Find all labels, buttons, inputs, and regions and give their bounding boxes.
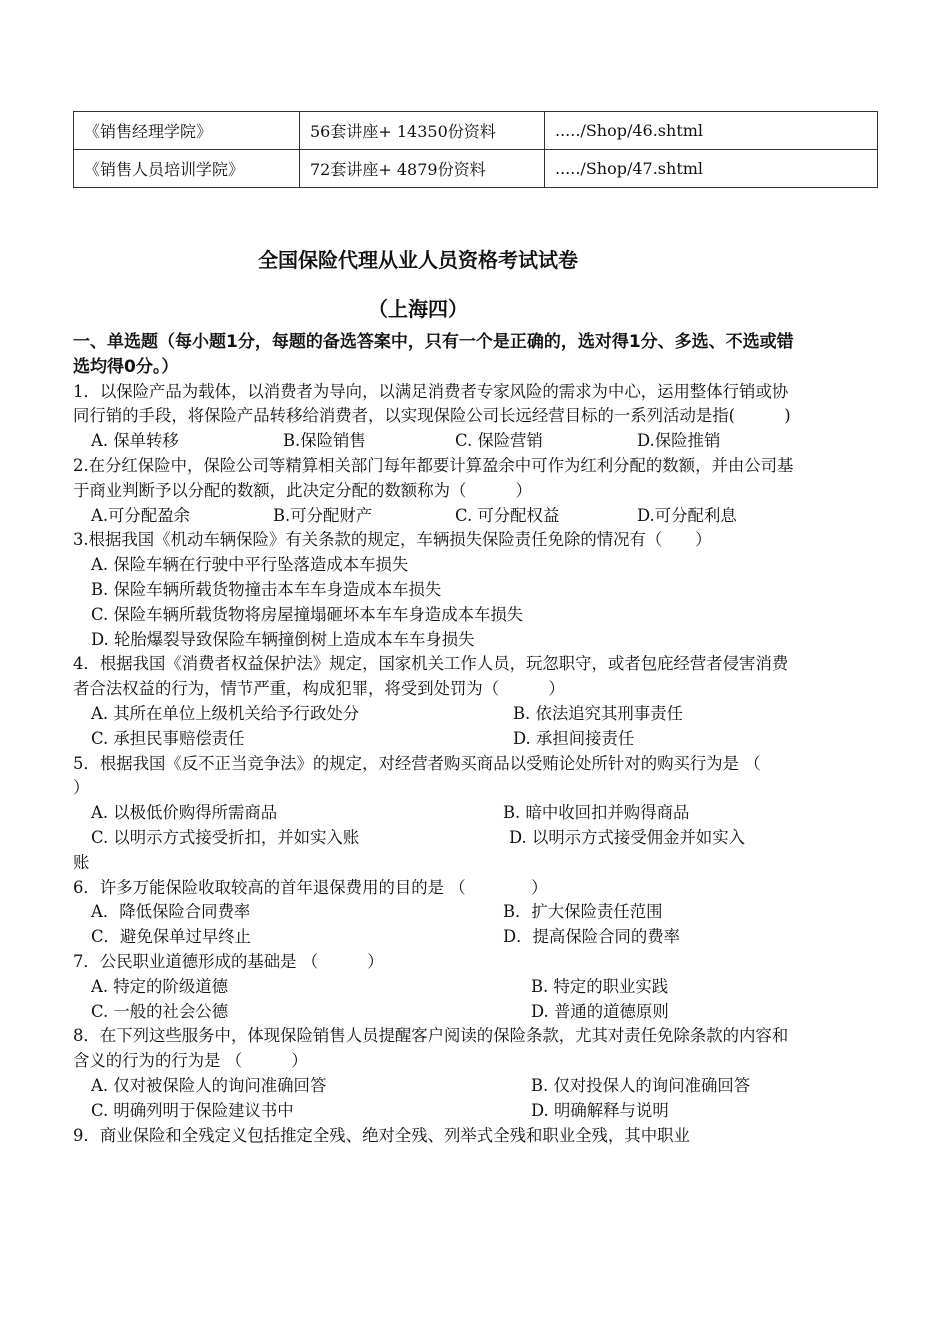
option-c: C. 保险营销 [455,431,543,451]
option-a: A. 特定的阶级道德 [91,976,228,996]
question-stem: 6．许多万能保险收取较高的首年退保费用的目的是 （ ） [73,877,548,897]
option-row [73,1074,803,1099]
option-c: C. 以明示方式接受折扣，并如实入账 [91,827,360,847]
resource-content: 72套讲座+ 4879份资料 [300,150,545,188]
resource-name: 《销售人员培训学院》 [74,150,300,188]
option-c: C. 可分配权益 [455,505,560,525]
option-d: D. 明确解释与说明 [531,1100,669,1120]
question-stem: 4．根据我国《消费者权益保护法》规定，国家机关工作人员，玩忽职守，或者包庇经营者侵害消费者合法权益的行为，情节严重，构成犯罪，将受到处罚为（ ） [73,654,789,699]
question-stem: 8．在下列这些服务中，体现保险销售人员提醒客户阅读的保险条款，尤其对责任免除条款的内容和含义的行为的行为是 （ ） [73,1026,789,1071]
option-row [73,801,803,826]
option-row [73,925,803,950]
option-row [73,900,803,925]
option-row [73,1000,803,1025]
option-c: C．避免保单过早终止 [91,927,252,947]
option-d: D. 轮胎爆裂导致保险车辆撞倒树上造成本车车身损失 [91,629,475,649]
option-a: A. 以极低价购得所需商品 [91,803,278,823]
option-d: D. 普通的道德原则 [531,1001,669,1021]
exam-subtitle: （上海四） [368,297,468,321]
question-stem: 1．以保险产品为载体，以消费者为导向，以满足消费者专家风险的需求为中心，运用整体行销或协同行销的手段，将保险产品转移给消费者，以实现保险公司长远经营目标的一系列活动是指( ) [73,381,791,426]
option-d: D.可分配利息 [637,505,737,525]
option-b: B. 仅对投保人的询问准确回答 [531,1075,751,1095]
option-row [73,702,803,727]
option-a: A. 保单转移 [91,431,179,451]
option-row [73,727,803,752]
option-b: B.可分配财产 [273,505,373,525]
option-d: D. 承担间接责任 [513,728,635,748]
option-a: A. 其所在单位上级机关给予行政处分 [91,703,360,723]
option-d: D.保险推销 [637,431,721,451]
option-row [73,578,803,603]
resource-table [73,111,878,188]
option-b: B. 特定的职业实践 [531,976,669,996]
option-a: A. 保险车辆在行驶中平行坠落造成本车损失 [91,555,409,575]
option-row [73,975,803,1000]
option-row [73,628,803,653]
option-d-wrap: 账 [73,852,90,872]
option-row [73,603,803,628]
option-c: C. 承担民事赔偿责任 [91,728,245,748]
option-row [73,504,803,529]
resource-link[interactable]: ...../Shop/46.shtml [545,112,878,150]
resource-name: 《销售经理学院》 [74,112,300,150]
option-b: B．扩大保险责任范围 [503,902,663,922]
option-c: C. 一般的社会公德 [91,1001,229,1021]
option-a: A.可分配盈余 [91,505,190,525]
option-a: A. 仅对被保险人的询问准确回答 [91,1075,327,1095]
question-stem: 5．根据我国《反不正当竞争法》的规定，对经营者购买商品以受贿论处所针对的购买行为是 （ ） [73,753,810,798]
section-heading: 一、单选题（每小题1分，每题的备选答案中，只有一个是正确的，选对得1分、多选、不选或错选均得0分。） [73,332,794,377]
option-d: D．提高保险合同的费率 [503,927,681,947]
question-stem: 3.根据我国《机动车辆保险》有关条款的规定，车辆损失保险责任免除的情况有（ ） [73,530,712,550]
option-b: B. 暗中收回扣并购得商品 [503,803,690,823]
option-d: D. 以明示方式接受佣金并如实入 [509,827,746,847]
option-row [73,553,803,578]
option-c: C. 保险车辆所载货物将房屋撞塌砸坏本车车身造成本车损失 [91,604,524,624]
exam-body [73,330,810,1148]
question-stem: 9．商业保险和全残定义包括推定全残、绝对全残、列举式全残和职业全残，其中职业 [73,1125,690,1145]
option-row [73,851,803,876]
option-row [73,429,803,454]
table-row [74,112,878,150]
table-row [74,150,878,188]
resource-content: 56套讲座+ 14350份资料 [300,112,545,150]
option-row [73,826,803,851]
resource-link[interactable]: ...../Shop/47.shtml [545,150,878,188]
option-b: B.保险销售 [283,431,366,451]
option-c: C. 明确列明于保险建议书中 [91,1100,294,1120]
exam-title: 全国保险代理从业人员资格考试试卷 [258,248,578,272]
question-stem: 7．公民职业道德形成的基础是 （ ） [73,951,384,971]
option-row [73,1099,803,1124]
question-stem: 2.在分红保险中，保险公司等精算相关部门每年都要计算盈余中可作为红利分配的数额，并由公司基于商业判断予以分配的数额，此决定分配的数额称为（ ） [73,455,794,500]
option-a: A．降低保险合同费率 [91,902,251,922]
option-b: B. 保险车辆所载货物撞击本车车身造成本车损失 [91,579,442,599]
option-b: B. 依法追究其刑事责任 [513,703,683,723]
